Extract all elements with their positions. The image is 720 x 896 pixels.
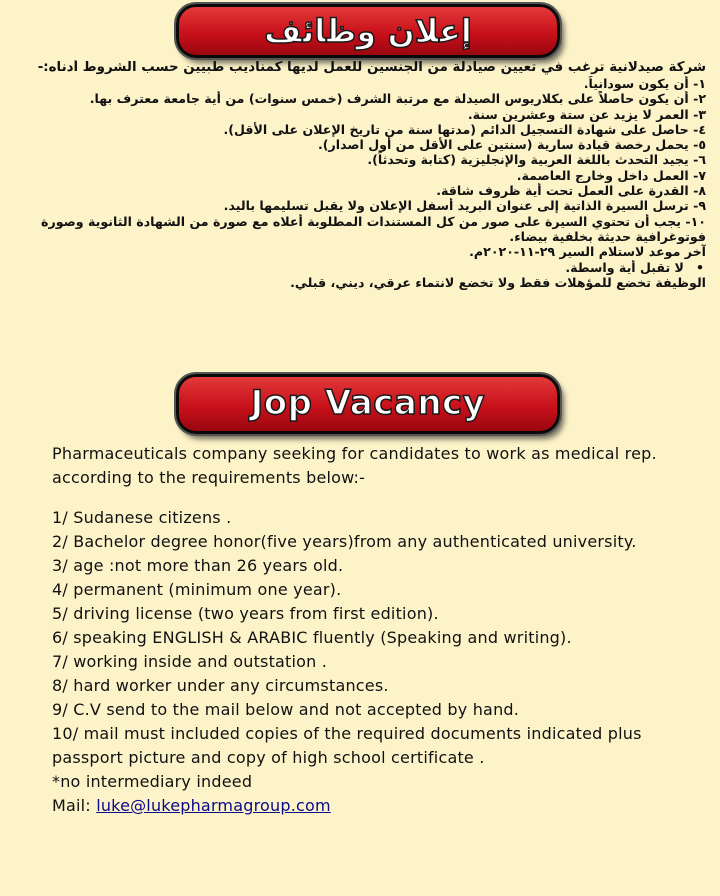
english-item-8: 8/ hard worker under any circumstances.	[52, 676, 389, 695]
english-no-intermediary: *no intermediary indeed	[52, 772, 253, 791]
arabic-item-7: ٧- العمل داخل وخارج العاصمة.	[516, 167, 706, 183]
english-item-7: 7/ working inside and outstation .	[52, 652, 328, 671]
english-intro: Pharmaceuticals company seeking for candidates to work as medical rep. according to the requirements below:-	[52, 444, 657, 487]
arabic-item-9: ٩- ترسل السيرة الذاتية إلى عنوان البريد أسفل الإعلان ولا يقبل تسليمها باليد.	[223, 198, 706, 214]
arabic-item-10: ١٠- يجب أن تحتوي السيرة على صور من كل المستندات المطلوبة أعلاه مع صورة من الشهادة الثانوية وصورة فوتوغرافية حديثة بخلفية بيضاء.	[41, 213, 706, 244]
arabic-deadline: آخر موعد لاستلام السير ٢٩-١١-٢٠٢٠م.	[469, 244, 706, 260]
english-title-banner	[176, 374, 560, 434]
english-item-9: 9/ C.V send to the mail below and not accepted by hand.	[52, 700, 520, 719]
arabic-item-1: ١- أن يكون سودانياً.	[583, 76, 706, 91]
mail-label: Mail:	[52, 796, 91, 815]
arabic-item-3: ٣- العمر لا يزيد عن ستة وعشرين سنة.	[467, 106, 706, 122]
arabic-section	[14, 60, 706, 290]
arabic-title: إعلان وظائف	[264, 12, 472, 50]
english-item-3: 3/ age :not more than 26 years old.	[52, 556, 344, 575]
mail-line	[52, 794, 700, 818]
arabic-item-6: ٦- يجيد التحدث باللغة العربية والإنجليزية (كتابة وتحدثاً).	[367, 152, 706, 168]
arabic-no-intermediary: • لا تقبل أية واسطة.	[14, 260, 706, 275]
mail-link[interactable]: luke@lukepharmagroup.com	[96, 796, 331, 815]
arabic-qualifications-note: الوظيفة تخضع للمؤهلات فقط ولا تخضع لانتماء عرقي، ديني، قبلي.	[290, 274, 706, 290]
arabic-item-2: ٢- أن يكون حاصلاً على بكلاريوس الصيدلة مع مرتبة الشرف (خمس سنوات) من أية جامعة معترف بها.	[89, 91, 706, 107]
english-item-10: 10/ mail must included copies of the required documents indicated plus passport picture and copy of high school certificate .	[52, 724, 642, 767]
arabic-intro: شركة صيدلانية ترغب في تعيين صيادلة من الجنسين للعمل لديها كمناديب طبيين حسب الشروط أدناه:-	[37, 60, 706, 75]
arabic-item-5: ٥- يحمل رخصة قيادة سارية (سنتين على الأقل من أول اصدار).	[318, 137, 706, 153]
arabic-item-8: ٨- القدرة على العمل تحت أية ظروف شاقة.	[436, 183, 706, 199]
english-item-2: 2/ Bachelor degree honor(five years)from any authenticated university.	[52, 532, 637, 551]
english-item-5: 5/ driving license (two years from first edition).	[52, 604, 439, 623]
arabic-title-banner	[176, 4, 560, 58]
arabic-item-4: ٤- حاصل على شهادة التسجيل الدائم (مدتها سنة من تاريخ الإعلان على الأقل).	[223, 121, 706, 137]
english-item-4: 4/ permanent (minimum one year).	[52, 580, 342, 599]
english-item-1: 1/ Sudanese citizens .	[52, 508, 232, 527]
english-section	[52, 442, 700, 818]
english-item-6: 6/ speaking ENGLISH & ARABIC fluently (Speaking and writing).	[52, 628, 572, 647]
english-title: Jop Vacancy	[250, 383, 486, 423]
